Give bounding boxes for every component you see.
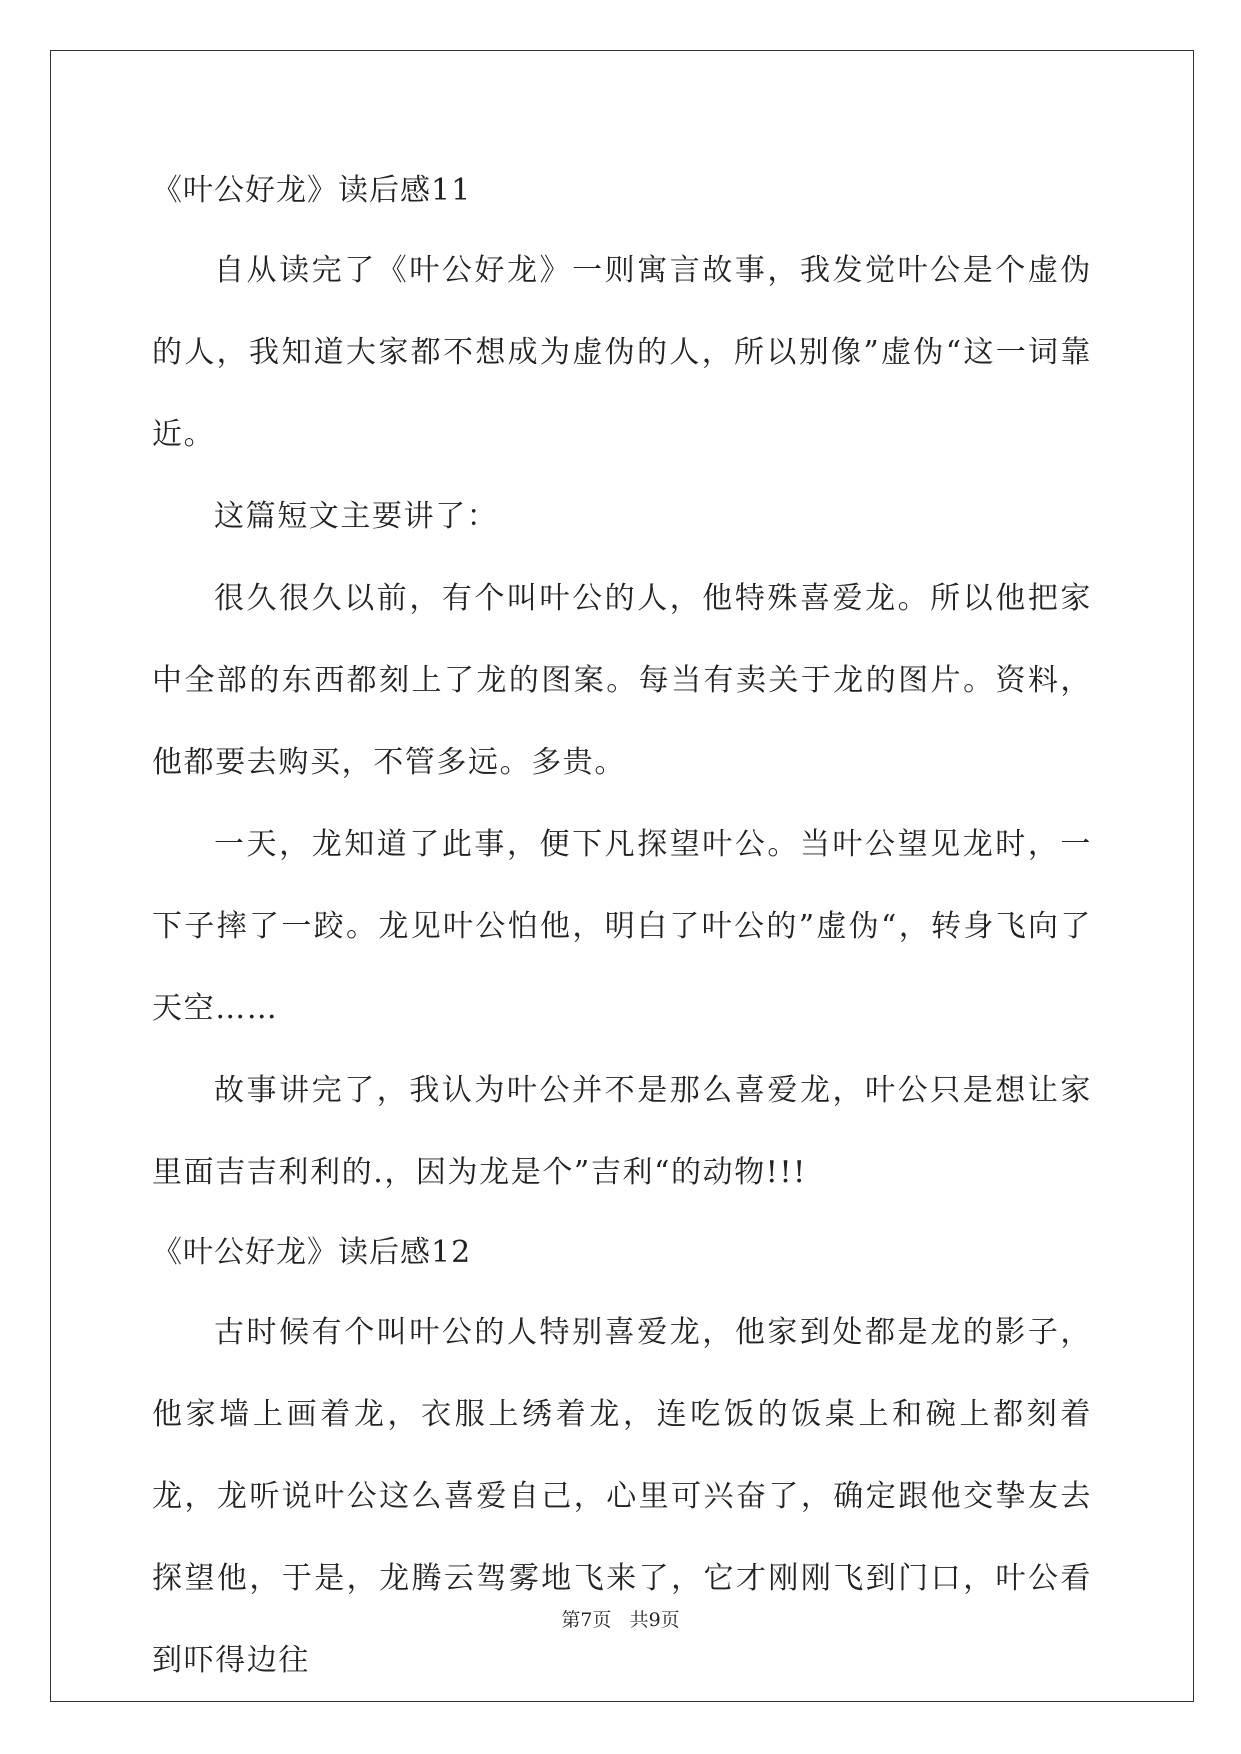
section-heading: 《叶公好龙》读后感11	[152, 173, 472, 208]
paragraph: 这篇短文主要讲了：	[214, 499, 499, 534]
paragraph: 古时候有个叫叶公的人特别喜爱龙，他家到处都是龙的影子，他家墙上画着龙，衣服上绣着龙，连吃饭的饭桌上和碗上都刻着龙，龙听说叶公这么喜爱自己，心里可兴奋了，确定跟他交挚友去探望他，于是，龙腾云驾雾地飞来了，它才刚刚飞到门口，叶公看到吓得边往	[152, 1315, 1092, 1678]
page-total: 共9页	[629, 1609, 680, 1631]
page-footer	[0, 1608, 1241, 1632]
page-number: 第7页	[561, 1609, 612, 1631]
section-heading: 《叶公好龙》读后感12	[152, 1235, 472, 1270]
paragraph: 一天，龙知道了此事，便下凡探望叶公。当叶公望见龙时，一下子摔了一跤。龙见叶公怕他，明白了叶公的”虚伪“，转身飞向了天空……	[152, 827, 1092, 1026]
document-body	[152, 152, 1092, 1702]
paragraph: 故事讲完了，我认为叶公并不是那么喜爱龙，叶公只是想让家里面吉吉利利的.，因为龙是个”吉利“的动物!!!	[152, 1073, 1092, 1190]
paragraph: 很久很久以前，有个叫叶公的人，他特殊喜爱龙。所以他把家中全部的东西都刻上了龙的图案。每当有卖关于龙的图片。资料，他都要去购买，不管多远。多贵。	[152, 581, 1092, 780]
paragraph: 自从读完了《叶公好龙》一则寓言故事，我发觉叶公是个虚伪的人，我知道大家都不想成为虚伪的人，所以别像”虚伪“这一词靠近。	[152, 253, 1092, 452]
footer-spacer	[611, 1609, 629, 1631]
